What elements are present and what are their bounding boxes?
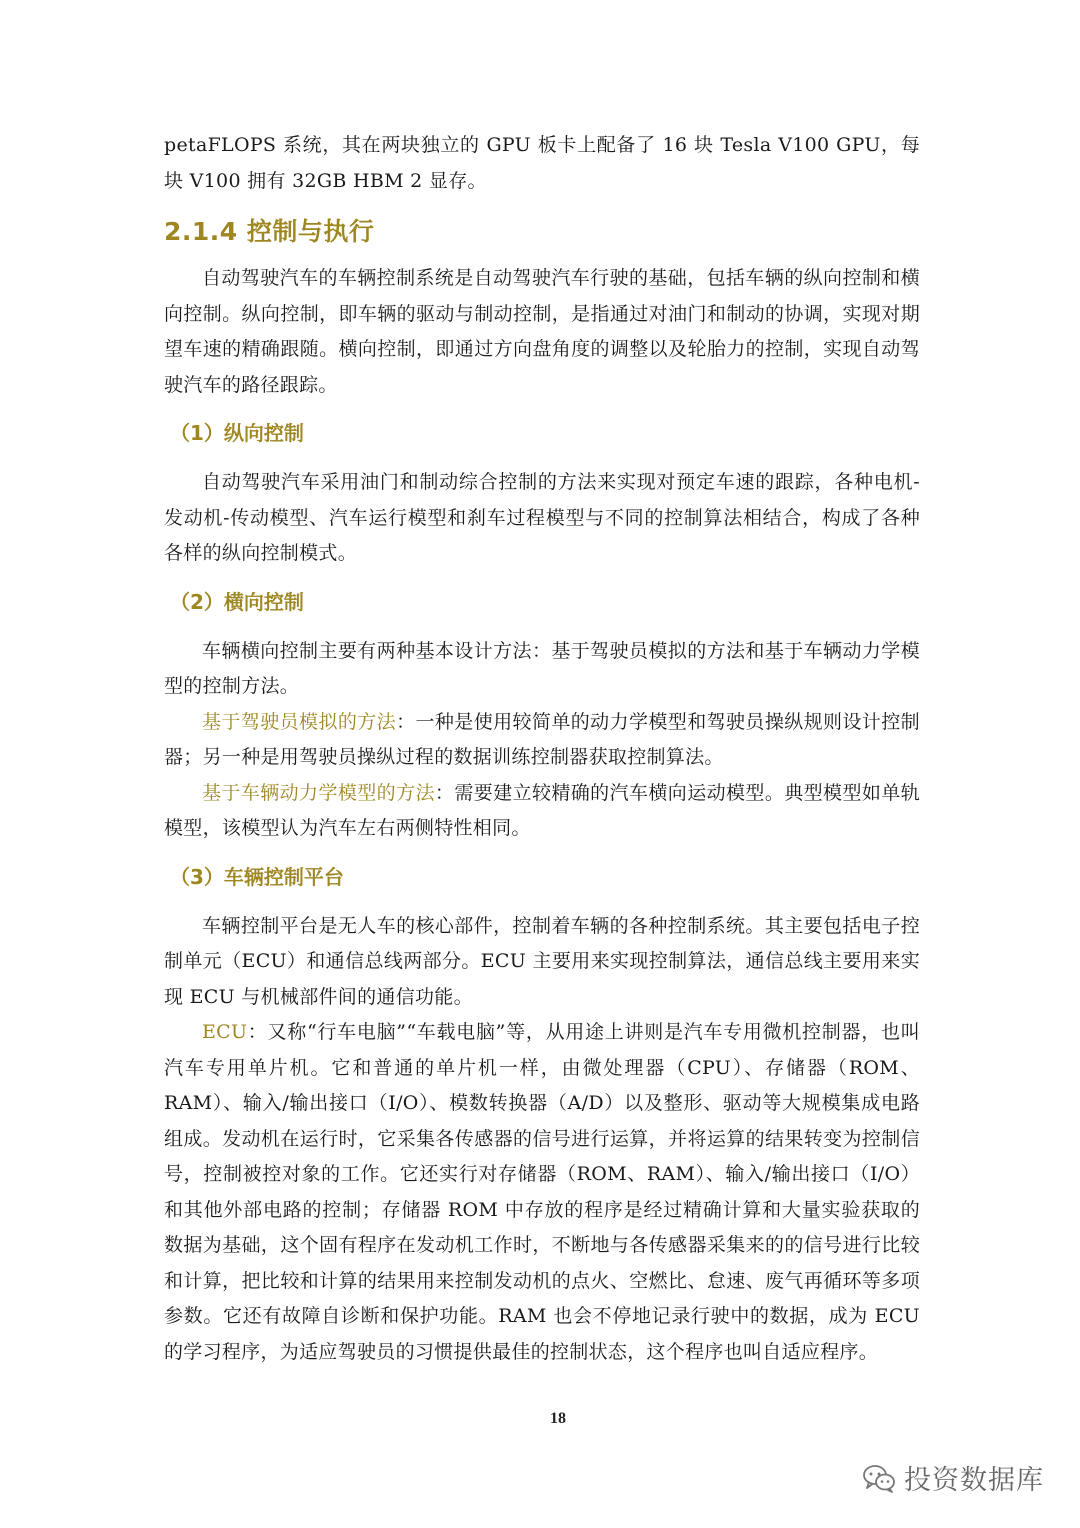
subheading-longitudinal-control: （1）纵向控制 xyxy=(170,421,304,445)
paragraph-lateral-intro: 车辆横向控制主要有两种基本设计方法：基于驾驶员模拟的方法和基于车辆动力学模型的控制方法。 xyxy=(164,639,920,697)
term-dynamics-model: 基于车辆动力学模型的方法 xyxy=(202,781,435,804)
paragraph-platform: 车辆控制平台是无人车的核心部件，控制着车辆的各种控制系统。其主要包括电子控制单元（ECU）和通信总线两部分。ECU 主要用来实现控制算法，通信总线主要用来实现 ECU 与机械部件间的通信功能。 xyxy=(164,914,920,1008)
section-heading-2-1-4: 2.1.4 控制与执行 xyxy=(164,217,375,246)
page-number: 18 xyxy=(550,1410,566,1427)
paragraph-dynamics-model-text: ：需要建立较精确的汽车横向运动模型。典型模型如单轨模型，该模型认为汽车左右两侧特性相同。 xyxy=(164,781,920,839)
watermark-text: 投资数据库 xyxy=(904,1465,1044,1496)
wechat-icon xyxy=(862,1463,896,1493)
document-body xyxy=(164,128,920,1370)
paragraph-control-intro: 自动驾驶汽车的车辆控制系统是自动驾驶汽车行驶的基础，包括车辆的纵向控制和横向控制。纵向控制，即车辆的驱动与制动控制，是指通过对油门和制动的协调，实现对期望车速的精确跟随。横向控制，即通过方向盘角度的调整以及轮胎力的控制，实现自动驾驶汽车的路径跟踪。 xyxy=(164,267,920,396)
paragraph-dynamics-model xyxy=(164,776,920,847)
term-ecu: ECU xyxy=(202,1021,248,1043)
term-driver-simulation: 基于驾驶员模拟的方法 xyxy=(202,710,397,733)
paragraph-longitudinal: 自动驾驶汽车采用油门和制动综合控制的方法来实现对预定车速的跟踪，各种电机-发动机-传动模型、汽车运行模型和刹车过程模型与不同的控制算法相结合，构成了各种各样的纵向控制模式。 xyxy=(164,471,920,564)
subheading-vehicle-control-platform: （3）车辆控制平台 xyxy=(170,864,344,889)
paragraph-driver-simulation-text: ：一种是使用较简单的动力学模型和驾驶员操纵规则设计控制器；另一种是用驾驶员操纵过程的数据训练控制器获取控制算法。 xyxy=(164,710,920,768)
paragraph-ecu-text: ：又称“行车电脑”“车载电脑”等，从用途上讲则是汽车专用微机控制器，也叫汽车专用单片机。它和普通的单片机一样，由微处理器（CPU）、存储器（ROM、RAM）、输入/输出接口（I/O）、模数转换器（A/D）以及整形、驱动等大规模集成电路组成。发动机在运行时，它采集各传感器的信号进行运算，并将运算的结果转变为控制信号，控制被控对象的工作。它还实行对存储器（ROM、RAM）、输入/输出接口（I/O）和其他外部电路的控制；存储器 ROM 中存放的程序是经过精确计算和大量实验获取的数据为基础，这个固有程序在发动机工作时，不断地与各传感器采集来的的信号进行比较和计算，把比较和计算的结果用来控制发动机的点火、空燃比、怠速、废气再循环等多项参数。它还有故障自诊断和保护功能。RAM 也会不停地记录行驶中的数据，成为 ECU 的学习程序，为适应驾驶员的习惯提供最佳的控制状态，这个程序也叫自适应程序。 xyxy=(164,1021,920,1363)
paragraph-driver-simulation xyxy=(164,705,920,776)
watermark xyxy=(862,1458,1044,1497)
subheading-lateral-control: （2）横向控制 xyxy=(170,589,304,614)
paragraph-gpu: petaFLOPS 系统，其在两块独立的 GPU 板卡上配备了 16 块 Tesla V100 GPU，每块 V100 拥有 32GB HBM 2 显存。 xyxy=(164,134,920,192)
paragraph-ecu xyxy=(164,1015,920,1370)
